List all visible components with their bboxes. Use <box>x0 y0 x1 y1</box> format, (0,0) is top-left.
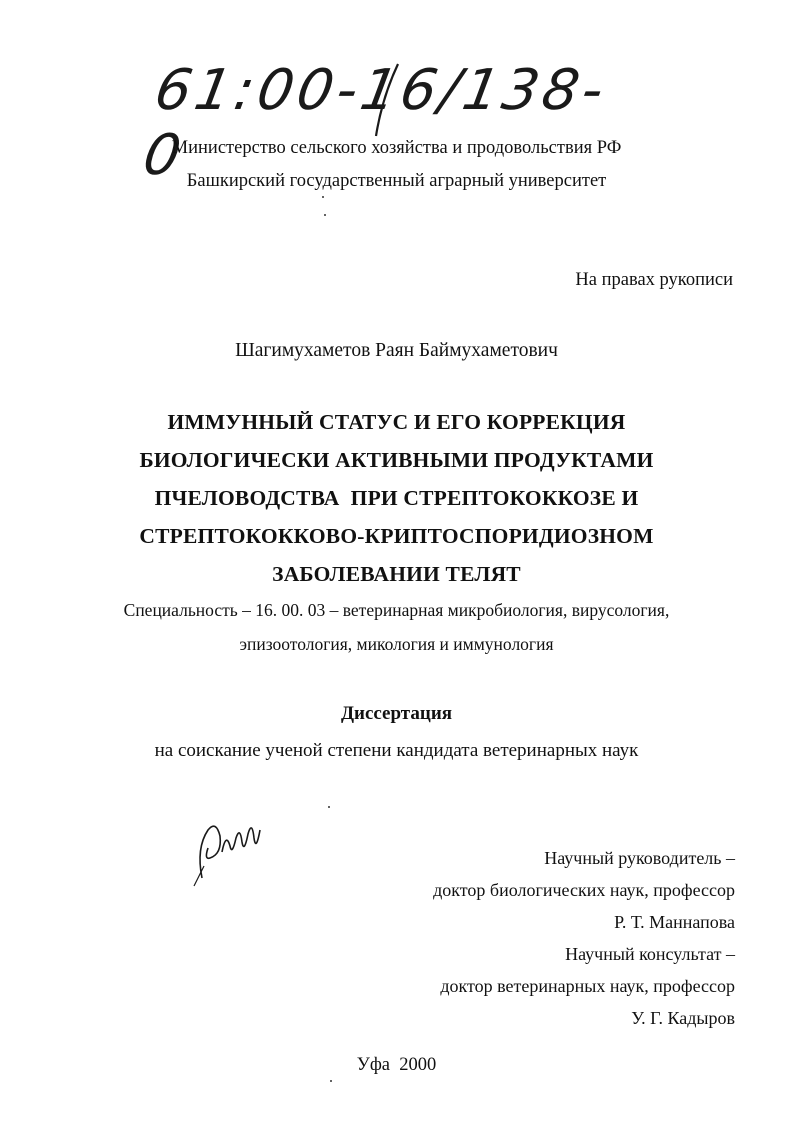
supervisor-name: Р. Т. Маннапова <box>614 912 735 932</box>
handwritten-underline-stroke <box>150 58 610 148</box>
thesis-title-line-4: СТРЕПТОКОККОВО-КРИПТОСПОРИДИОЗНОМ <box>139 524 654 548</box>
handwritten-code-text: 61:00-16/138-0 <box>138 58 613 188</box>
dissertation-subtitle: на соискание ученой степени кандидата ветеринарных наук <box>154 740 639 761</box>
rights-note: На правах рукописи <box>575 270 733 290</box>
handwritten-signature <box>190 808 280 888</box>
supervisor-degree: доктор биологических наук, профессор <box>433 880 735 900</box>
scan-speck <box>324 214 326 216</box>
city-year: Уфа 2000 <box>356 1055 437 1075</box>
ministry-name: Министерство сельского хозяйства и продовольствия РФ <box>171 138 622 158</box>
specialty-line-1: Специальность – 16. 00. 03 – ветеринарная микробиология, вирусология, <box>123 600 670 620</box>
consultant-role: Научный консультат – <box>565 944 735 964</box>
thesis-title-line-5: ЗАБОЛЕВАНИИ ТЕЛЯТ <box>272 562 521 586</box>
author-name: Шагимухаметов Раян Баймухаметович <box>235 340 558 361</box>
dissertation-heading: Диссертация <box>340 703 453 724</box>
consultant-degree: доктор ветеринарных наук, профессор <box>440 976 735 996</box>
thesis-title-line-1: ИММУННЫЙ СТАТУС И ЕГО КОРРЕКЦИЯ <box>167 410 626 434</box>
scan-speck <box>328 806 330 808</box>
university-name: Башкирский государственный аграрный университет <box>186 171 607 191</box>
scan-speck <box>330 1080 332 1082</box>
thesis-title-line-3: ПЧЕЛОВОДСТВА ПРИ СТРЕПТОКОККОЗЕ И <box>154 486 639 510</box>
supervisor-role: Научный руководитель – <box>544 848 735 868</box>
thesis-title-line-2: БИОЛОГИЧЕСКИ АКТИВНЫМИ ПРОДУКТАМИ <box>139 448 654 472</box>
consultant-name: У. Г. Кадыров <box>631 1008 735 1028</box>
specialty-line-2: эпизоотология, микология и иммунология <box>239 634 554 654</box>
scan-speck <box>322 196 324 198</box>
